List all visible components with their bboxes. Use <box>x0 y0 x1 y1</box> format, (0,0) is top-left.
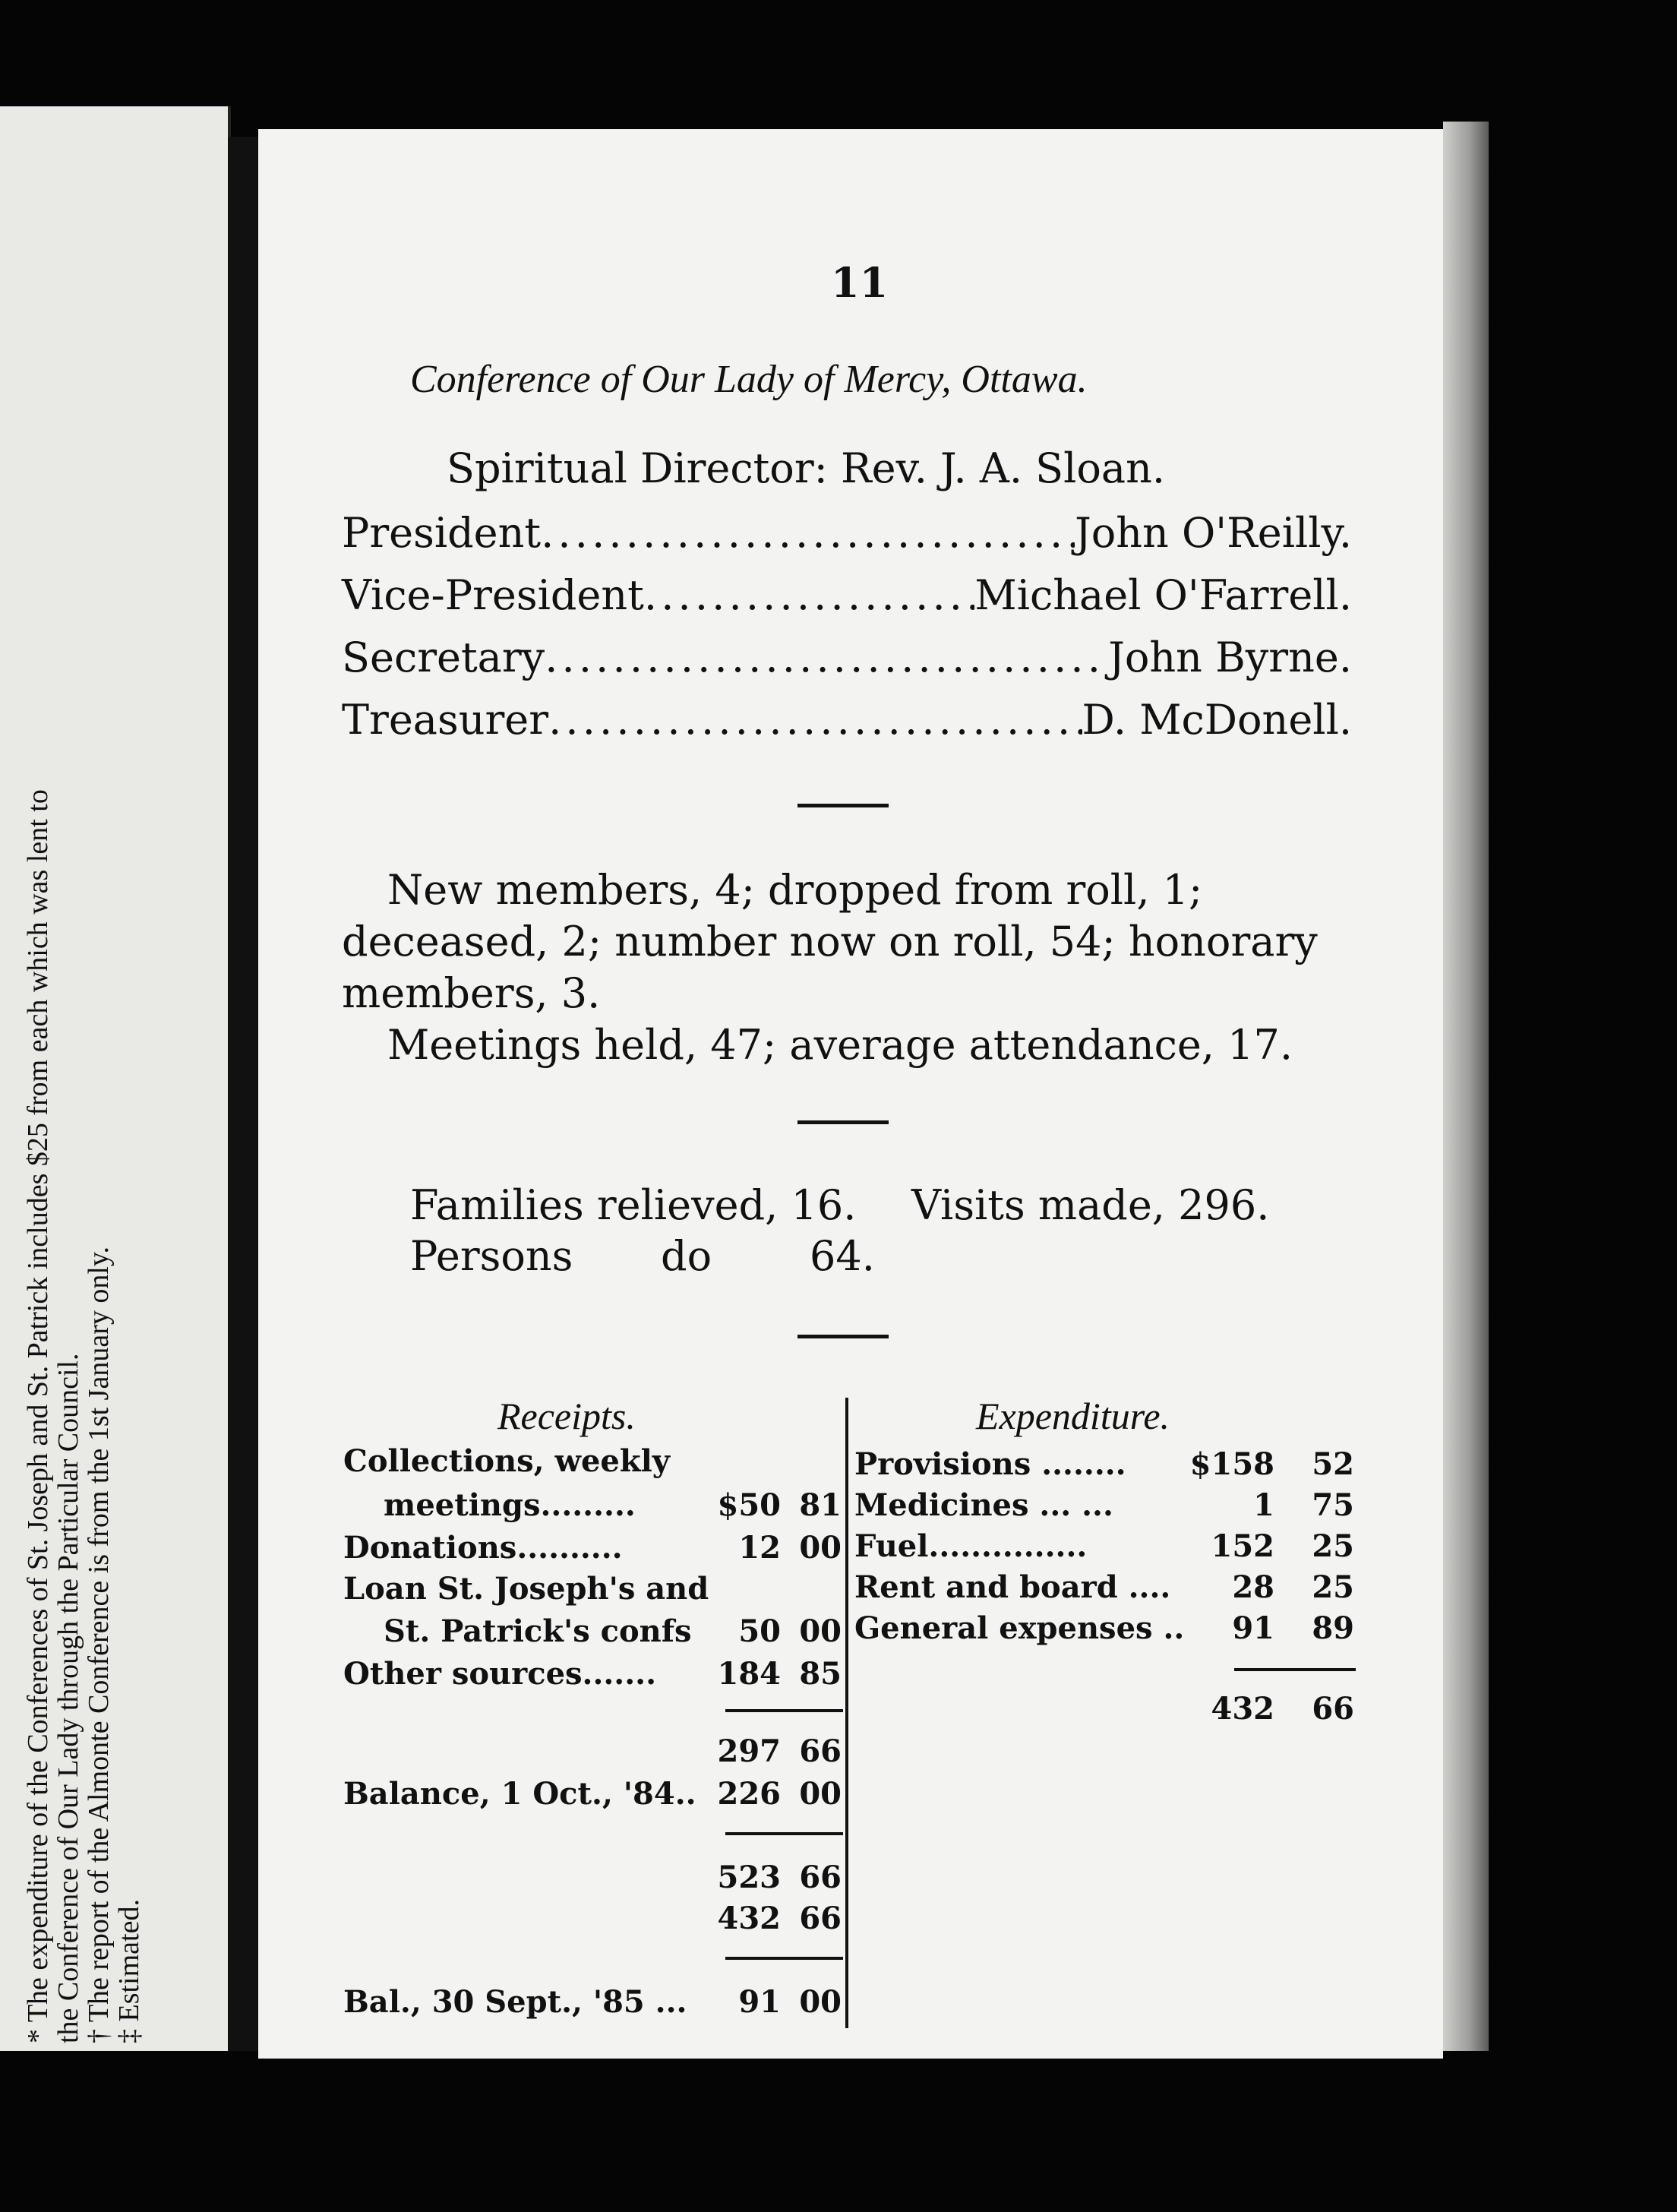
officer-row-secretary <box>342 634 1352 682</box>
receipt-cents: 00 <box>799 1613 842 1649</box>
meetings-line: Meetings held, 47; average attendance, 17. <box>387 1021 1293 1069</box>
book-page <box>258 129 1443 2059</box>
office-label: Secretary <box>342 634 545 681</box>
expenditure-label: Fuel............... <box>854 1528 1088 1564</box>
footnote-line: the Conference of Our Lady through the Particular Council. <box>52 1353 84 2043</box>
membership-line: New members, 4; dropped from roll, 1; <box>387 866 1203 914</box>
receipt-dollars: 12 <box>738 1530 781 1566</box>
membership-line: deceased, 2; number now on roll, 54; honorary <box>342 918 1318 965</box>
expenditure-label: Medicines ... ... <box>854 1487 1113 1523</box>
sum-rule <box>725 1957 843 1960</box>
final-balance-cents: 00 <box>799 1984 842 2020</box>
expenditure-label: Rent and board .... <box>854 1569 1171 1605</box>
officer-row-president <box>342 509 1352 558</box>
final-balance-dollars: 91 <box>738 1984 781 2020</box>
receipt-dollars: $50 <box>717 1487 781 1523</box>
sum-rule <box>725 1832 843 1835</box>
receipt-label: meetings......... <box>384 1487 636 1523</box>
persons-ditto: do <box>661 1232 712 1280</box>
expenditure-label: Provisions ........ <box>854 1446 1126 1482</box>
expenditure-heading: Expenditure. <box>976 1395 1170 1437</box>
sum-rule <box>1234 1668 1356 1671</box>
officer-name: Michael O'Farrell. <box>974 571 1352 619</box>
expenditure-cents: 75 <box>1312 1487 1354 1523</box>
families-relieved: Families relieved, 16. <box>410 1181 857 1229</box>
balance-label: Balance, 1 Oct., '84.. <box>343 1776 696 1812</box>
conference-heading: Conference of Our Lady of Mercy, Ottawa. <box>410 358 1088 401</box>
balance-dollars: 226 <box>717 1776 781 1812</box>
receipts-subtotal-dollars: 297 <box>717 1733 781 1769</box>
balance-cents: 00 <box>799 1776 842 1812</box>
page-number: 11 <box>831 258 889 307</box>
section-rule <box>797 1335 889 1338</box>
receipt-label: Collections, weekly <box>343 1443 670 1479</box>
receipt-cents: 81 <box>799 1487 842 1523</box>
less-expenditure-dollars: 432 <box>717 1901 781 1936</box>
receipt-label: Other sources....... <box>343 1656 657 1692</box>
expenditure-dollars: 152 <box>1211 1528 1274 1564</box>
expenditure-label: General expenses .. <box>854 1610 1185 1646</box>
receipt-label: Loan St. Joseph's and <box>343 1571 709 1607</box>
persons-value: 64. <box>810 1232 875 1280</box>
receipt-cents: 85 <box>799 1656 842 1692</box>
expenditure-cents: 89 <box>1312 1610 1354 1646</box>
less-expenditure-cents: 66 <box>799 1901 842 1936</box>
office-label: President <box>342 509 542 557</box>
footnote-line: ‡ Estimated. <box>113 1899 145 2043</box>
officer-name: John Byrne. <box>1108 634 1352 681</box>
expenditure-dollars: 91 <box>1232 1610 1274 1646</box>
receipt-dollars: 184 <box>717 1656 781 1692</box>
footnote-line: * The expenditure of the Conferences of St. Joseph and St. Patrick includes $25 from each which was lent to <box>22 789 54 2043</box>
leader-dots <box>644 571 975 620</box>
expenditure-cents: 52 <box>1312 1446 1354 1482</box>
sum-rule <box>725 1709 843 1712</box>
spiritual-director: Spiritual Director: Rev. J. A. Sloan. <box>447 444 1166 492</box>
book-gutter <box>228 137 258 2051</box>
expenditure-dollars: 1 <box>1253 1487 1274 1523</box>
office-label: Treasurer <box>342 696 549 744</box>
officer-row-treasurer <box>342 696 1352 744</box>
expenditure-dollars: $158 <box>1189 1446 1274 1482</box>
receipts-heading: Receipts. <box>497 1395 636 1437</box>
receipt-dollars: 50 <box>738 1613 781 1649</box>
receipt-label: Donations.......... <box>343 1530 623 1566</box>
expenditure-dollars: 28 <box>1232 1569 1274 1605</box>
expenditure-total-cents: 66 <box>1312 1691 1354 1727</box>
receipts-total-cents: 66 <box>799 1860 842 1895</box>
leader-dots <box>548 696 1082 744</box>
receipt-cents: 00 <box>799 1530 842 1566</box>
expenditure-cents: 25 <box>1312 1569 1354 1605</box>
membership-line: members, 3. <box>342 969 601 1017</box>
final-balance-label: Bal., 30 Sept., '85 ... <box>343 1984 687 2020</box>
leader-dots <box>545 634 1108 682</box>
receipt-label: St. Patrick's confs <box>384 1613 692 1649</box>
visits-made: Visits made, 296. <box>911 1181 1270 1229</box>
rotated-footnotes <box>23 380 205 2043</box>
section-rule <box>797 804 889 807</box>
footnote-line: † The report of the Almonte Conference is from the 1st January only. <box>83 1247 115 2043</box>
page-edge <box>1443 122 1489 2051</box>
leader-dots <box>541 509 1075 558</box>
expenditure-total-dollars: 432 <box>1211 1691 1274 1727</box>
persons-label: Persons <box>410 1232 573 1280</box>
ledger-divider <box>845 1398 848 2028</box>
receipts-subtotal-cents: 66 <box>799 1733 842 1769</box>
officer-row-vice-president <box>342 571 1352 620</box>
office-label: Vice-President <box>342 571 644 619</box>
section-rule <box>797 1120 889 1124</box>
expenditure-cents: 25 <box>1312 1528 1354 1564</box>
receipts-total-dollars: 523 <box>717 1860 781 1895</box>
officer-name: D. McDonell. <box>1082 696 1352 744</box>
officer-name: John O'Reilly. <box>1075 509 1352 557</box>
